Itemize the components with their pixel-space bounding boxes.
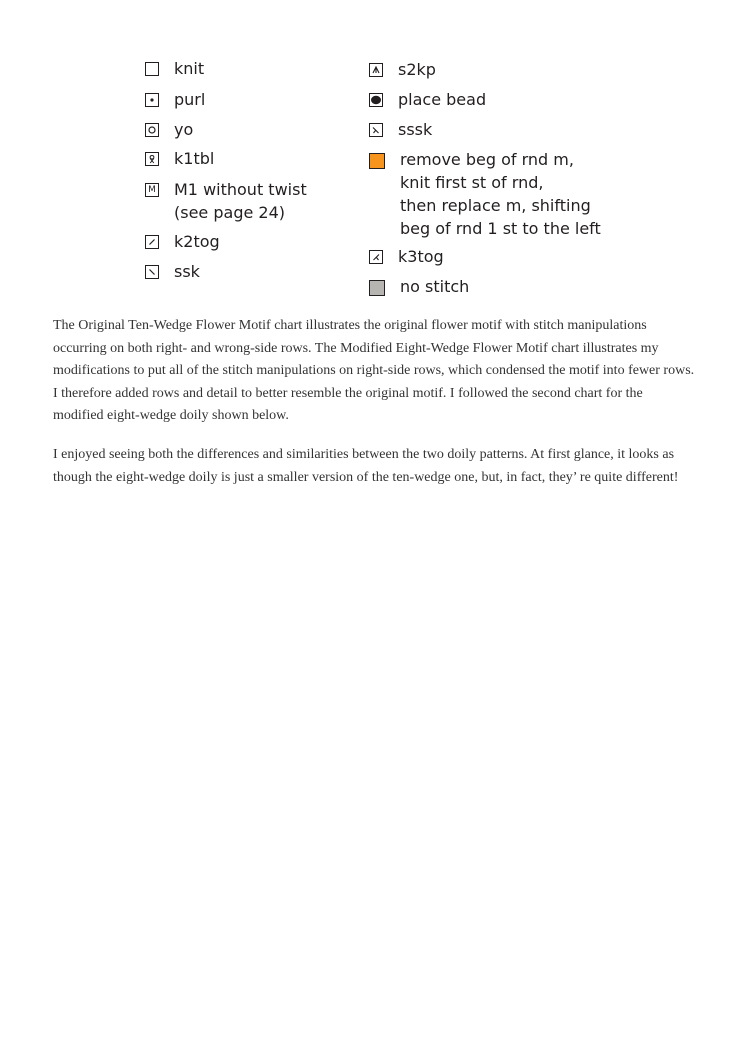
legend-item-sssk — [369, 118, 432, 141]
legend-item-yo — [145, 118, 193, 141]
legend-label: k3tog — [398, 247, 444, 266]
legend-label: place bead — [398, 90, 487, 109]
legend-label: k1tbl — [174, 149, 215, 168]
legend-label: sssk — [398, 120, 433, 139]
sssk-icon — [369, 123, 383, 137]
stitch-legend — [0, 0, 750, 300]
gray-square-icon — [369, 280, 385, 296]
legend-label: s2kp — [398, 60, 436, 79]
legend-item-m1 — [145, 178, 307, 224]
body-paragraph-2 — [53, 444, 695, 489]
legend-item-place-bead — [369, 88, 486, 111]
legend-label: k2tog — [174, 232, 220, 251]
legend-label: yo — [174, 120, 194, 139]
circle-square-icon — [145, 123, 159, 137]
paragraph-text: The Original Ten-Wedge Flower Motif chart illustrates the original flower motif with stitch manipulations occurring on both right- and wrong-side rows. The Modified Eight-Wedge Flower Motif chart illustrates my modifications to put all of the stitch manipulations on right-side rows, which condensed the motif into fewer rows. I therefore added rows and detail to better resemble the original motif. I followed the second chart for the modified eight-wedge doily shown below. — [53, 318, 695, 423]
legend-item-k3tog — [369, 245, 444, 268]
empty-square-icon — [145, 62, 159, 76]
legend-label: ssk — [174, 262, 200, 281]
legend-item-s2kp — [369, 58, 436, 81]
legend-item-ssk — [145, 260, 200, 283]
legend-item-remove-marker — [369, 148, 601, 240]
legend-item-k1tbl — [145, 147, 214, 170]
twisted-stitch-icon — [145, 152, 159, 166]
legend-label: purl — [174, 90, 206, 109]
legend-label: no stitch — [400, 277, 470, 296]
legend-label: M1 without twist (see page 24) — [174, 180, 307, 222]
m-square-icon: M — [145, 183, 159, 197]
right-slant-icon — [145, 235, 159, 249]
bead-icon — [369, 93, 383, 107]
caret-square-icon — [369, 63, 383, 77]
k3tog-icon — [369, 250, 383, 264]
body-paragraph-1 — [53, 315, 695, 428]
legend-item-purl — [145, 88, 205, 111]
left-slant-icon — [145, 265, 159, 279]
legend-item-no-stitch — [369, 275, 469, 298]
legend-item-k2tog — [145, 230, 220, 253]
dot-square-icon — [145, 93, 159, 107]
legend-label: remove beg of rnd m, knit first st of rnd, then replace m, shifting beg of rnd 1 st to the left — [400, 150, 601, 238]
paragraph-text: I enjoyed seeing both the differences and similarities between the two doily patterns. At first glance, it looks as though the eight-wedge doily is just a smaller version of the ten-wedge one, but, in fact, they’ re quite different! — [53, 447, 679, 485]
legend-label: knit — [174, 59, 205, 78]
orange-square-icon — [369, 153, 385, 169]
legend-item-knit — [145, 57, 204, 80]
